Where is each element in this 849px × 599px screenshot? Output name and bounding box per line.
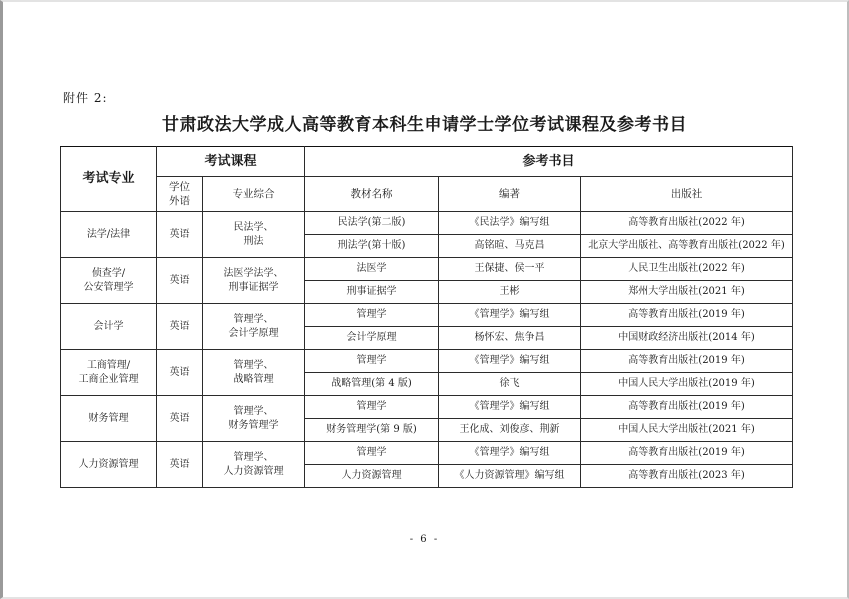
cell-author: 徐飞 [439,373,581,396]
comprehensive-line: 人力资源管理 [223,465,284,477]
cell-textbook: 财务管理学(第 9 版) [305,419,439,442]
major-line: 工商管理/ [86,359,131,371]
cell-textbook: 会计学原理 [305,327,439,350]
comprehensive-line: 管理学、 [233,405,274,417]
cell-author: 《管理学》编写组 [439,396,581,419]
cell-author: 《管理学》编写组 [439,350,581,373]
header-publisher: 出版社 [581,177,793,212]
comprehensive-line: 战略管理 [233,373,274,385]
cell-author: 《管理学》编写组 [439,442,581,465]
cell-comprehensive [203,442,305,488]
cell-publisher: 高等教育出版社(2019 年) [581,442,793,465]
attachment-label: 附件 2: [63,91,108,105]
cell-author: 《人力资源管理》编写组 [439,465,581,488]
cell-major [61,212,157,258]
cell-textbook: 刑法学(第十版) [305,235,439,258]
header-major: 考试专业 [61,147,157,212]
cell-comprehensive [203,396,305,442]
header-textbook: 教材名称 [305,177,439,212]
cell-major [61,350,157,396]
cell-comprehensive [203,304,305,350]
major-line: 人力资源管理 [78,458,139,470]
cell-comprehensive [203,258,305,304]
document-title: 甘肃政法大学成人高等教育本科生申请学士学位考试课程及参考书目 [162,115,687,135]
cell-publisher: 北京大学出版社、高等教育出版社(2022 年) [581,235,793,258]
cell-author: 杨怀宏、焦争昌 [439,327,581,350]
header-exam-courses: 考试课程 [157,147,305,177]
header-comprehensive: 专业综合 [203,177,305,212]
cell-publisher: 高等教育出版社(2019 年) [581,396,793,419]
major-line: 工商企业管理 [78,373,139,385]
cell-author: 王彬 [439,281,581,304]
cell-author: 《民法学》编写组 [439,212,581,235]
cell-comprehensive [203,212,305,258]
cell-publisher: 郑州大学出版社(2021 年) [581,281,793,304]
table-row [61,396,793,419]
cell-textbook: 人力资源管理 [305,465,439,488]
cell-textbook: 战略管理(第 4 版) [305,373,439,396]
cell-publisher: 高等教育出版社(2019 年) [581,350,793,373]
cell-degree-language: 英语 [157,442,203,488]
header-degree-language-line1: 学位 [169,181,190,193]
comprehensive-line: 刑法 [243,235,264,247]
cell-textbook: 刑事证据学 [305,281,439,304]
cell-textbook: 管理学 [305,304,439,327]
table-row [61,304,793,327]
cell-textbook: 管理学 [305,396,439,419]
cell-degree-language: 英语 [157,258,203,304]
cell-major [61,442,157,488]
cell-publisher: 中国人民大学出版社(2019 年) [581,373,793,396]
cell-textbook: 法医学 [305,258,439,281]
cell-publisher: 高等教育出版社(2023 年) [581,465,793,488]
cell-author: 王化成、刘俊彦、荆新 [439,419,581,442]
comprehensive-line: 法医学法学、 [223,267,284,279]
cell-textbook: 管理学 [305,442,439,465]
cell-major [61,304,157,350]
cell-author: 《管理学》编写组 [439,304,581,327]
table-row [61,258,793,281]
page-number: - 6 - [409,534,440,545]
cell-publisher: 中国财政经济出版社(2014 年) [581,327,793,350]
major-line: 财务管理 [88,412,129,424]
major-line: 侦查学/ [91,267,126,279]
cell-publisher: 高等教育出版社(2022 年) [581,212,793,235]
cell-major [61,396,157,442]
table-row [61,212,793,235]
cell-degree-language: 英语 [157,396,203,442]
major-line: 会计学 [93,320,124,332]
major-line: 法学/法律 [86,228,131,240]
cell-degree-language: 英语 [157,304,203,350]
cell-degree-language: 英语 [157,212,203,258]
comprehensive-line: 刑事证据学 [228,281,279,293]
cell-comprehensive [203,350,305,396]
comprehensive-line: 管理学、 [233,451,274,463]
cell-author: 王保捷、侯一平 [439,258,581,281]
comprehensive-line: 财务管理学 [228,419,279,431]
course-reference-table [60,146,793,488]
cell-publisher: 人民卫生出版社(2022 年) [581,258,793,281]
cell-textbook: 管理学 [305,350,439,373]
cell-major [61,258,157,304]
cell-author: 高铭暄、马克昌 [439,235,581,258]
cell-textbook: 民法学(第二版) [305,212,439,235]
comprehensive-line: 民法学、 [233,221,274,233]
cell-publisher: 高等教育出版社(2019 年) [581,304,793,327]
header-degree-language-line2: 外语 [169,195,190,207]
header-degree-language [157,177,203,212]
table-row [61,442,793,465]
comprehensive-line: 会计学原理 [228,327,279,339]
table-row [61,350,793,373]
header-author: 编著 [439,177,581,212]
cell-publisher: 中国人民大学出版社(2021 年) [581,419,793,442]
cell-degree-language: 英语 [157,350,203,396]
comprehensive-line: 管理学、 [233,313,274,325]
comprehensive-line: 管理学、 [233,359,274,371]
header-references: 参考书目 [305,147,793,177]
major-line: 公安管理学 [83,281,134,293]
